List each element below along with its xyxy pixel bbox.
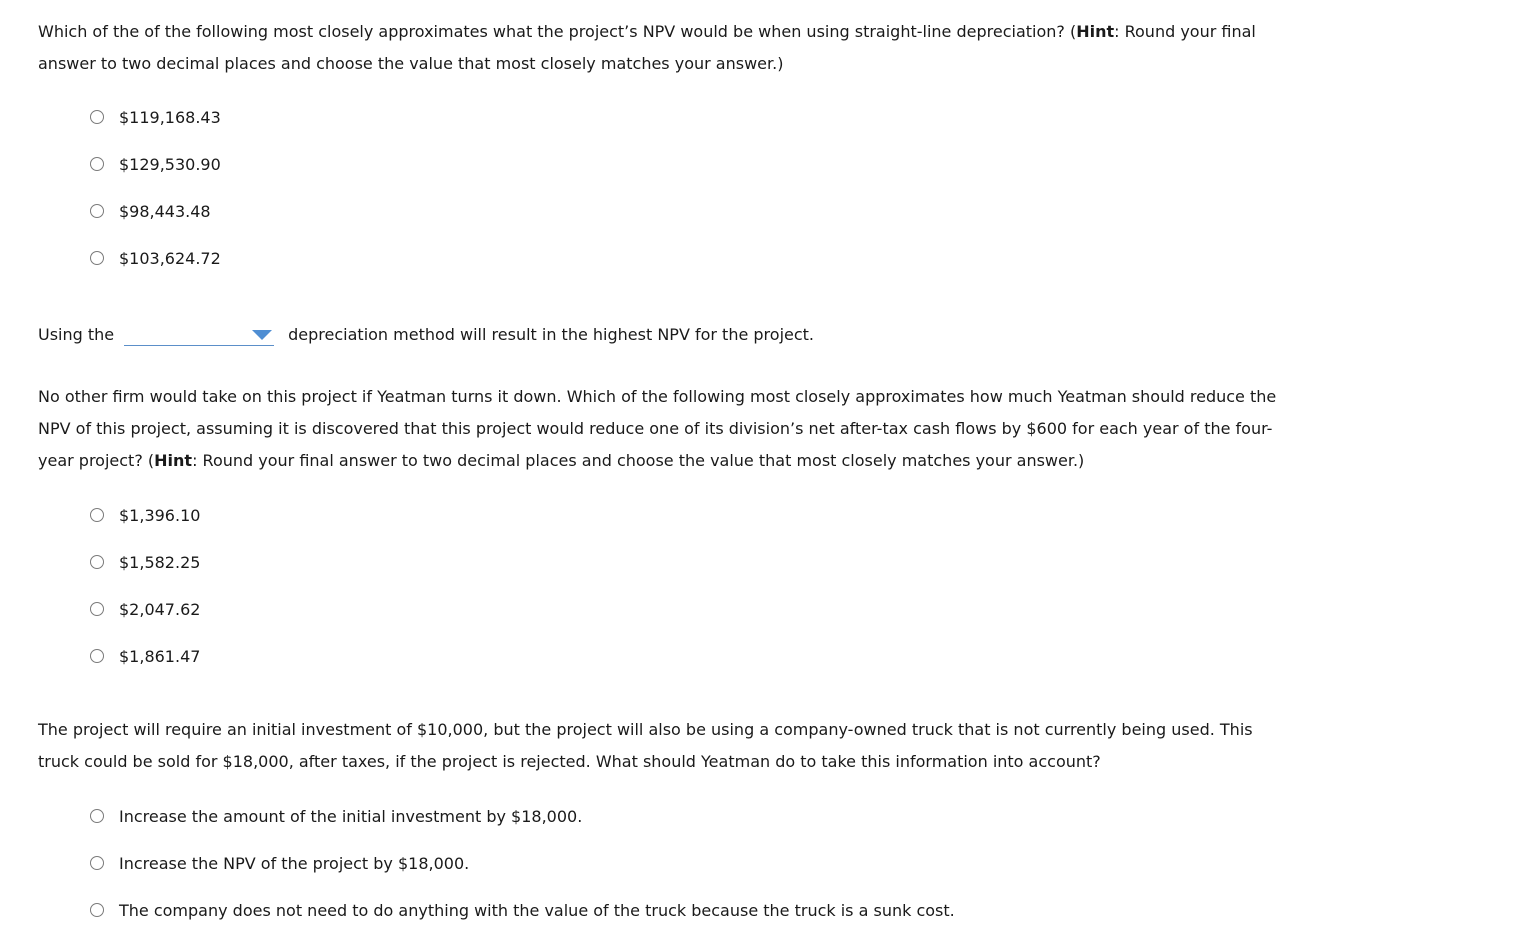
q1-option-3[interactable]: [90, 202, 221, 249]
option-label: Increase the amount of the initial investment by $18,000.: [119, 807, 583, 826]
option-label: $129,530.90: [119, 155, 221, 174]
question-1-text: Which of the of the following most closely approximates what the project’s NPV would be when using straight-line depreciation? (Hint: Round your final answer to two decimal places and choose the value that most closely matches your answer.): [38, 22, 1256, 73]
hint-label: Hint: [154, 451, 193, 470]
hint-label: Hint: [1076, 22, 1115, 41]
option-label: $119,168.43: [119, 108, 221, 127]
option-label: $2,047.62: [119, 600, 201, 619]
q3-option-2[interactable]: [90, 553, 200, 600]
question-3-options: [90, 506, 200, 694]
radio-button[interactable]: [90, 508, 104, 522]
q1-option-4[interactable]: [90, 249, 221, 296]
radio-button[interactable]: [90, 856, 104, 870]
option-label: $1,861.47: [119, 647, 201, 666]
chevron-down-icon[interactable]: [252, 330, 272, 340]
option-label: $1,582.25: [119, 553, 201, 572]
q3-option-1[interactable]: [90, 506, 200, 553]
option-label: $98,443.48: [119, 202, 211, 221]
q1-option-2[interactable]: [90, 155, 221, 202]
radio-button[interactable]: [90, 110, 104, 124]
option-label: $1,396.10: [119, 506, 201, 525]
q1-option-1[interactable]: [90, 108, 221, 155]
radio-button[interactable]: [90, 649, 104, 663]
radio-button[interactable]: [90, 204, 104, 218]
option-label: Increase the NPV of the project by $18,000.: [119, 854, 470, 873]
q3-option-3[interactable]: [90, 600, 200, 647]
q4-option-1[interactable]: [90, 807, 955, 854]
question-4-text: The project will require an initial investment of $10,000, but the project will also be using a company-owned truck that is not currently being used. This truck could be sold for $18,000, after taxes, if the project is rejected. What should Yeatman do to take this information into account?: [38, 720, 1253, 771]
radio-button[interactable]: [90, 251, 104, 265]
radio-button[interactable]: [90, 809, 104, 823]
q4-option-3[interactable]: [90, 901, 955, 948]
option-label: The company does not need to do anything with the value of the truck because the truck is a sunk cost.: [119, 901, 955, 920]
radio-button[interactable]: [90, 555, 104, 569]
question-4-options: [90, 807, 955, 948]
question-3-text: No other firm would take on this project if Yeatman turns it down. Which of the following most closely approximates how much Yeatman should reduce the NPV of this project, assuming it is discovered that this project would reduce one of its division’s net after-tax cash flows by $600 for each year of the four-year project? (Hint: Round your final answer to two decimal places and choose the value that most closely matches your answer.): [38, 387, 1277, 470]
option-label: $103,624.72: [119, 249, 221, 268]
question-2-prefix: Using the: [38, 324, 115, 344]
radio-button[interactable]: [90, 903, 104, 917]
radio-button[interactable]: [90, 157, 104, 171]
q4-option-2[interactable]: [90, 854, 955, 901]
depreciation-method-dropdown[interactable]: [124, 323, 274, 346]
radio-button[interactable]: [90, 602, 104, 616]
question-2-row: [38, 320, 814, 348]
question-2-suffix: depreciation method will result in the highest NPV for the project.: [288, 324, 815, 344]
question-1-options: [90, 108, 221, 296]
q3-option-4[interactable]: [90, 647, 200, 694]
